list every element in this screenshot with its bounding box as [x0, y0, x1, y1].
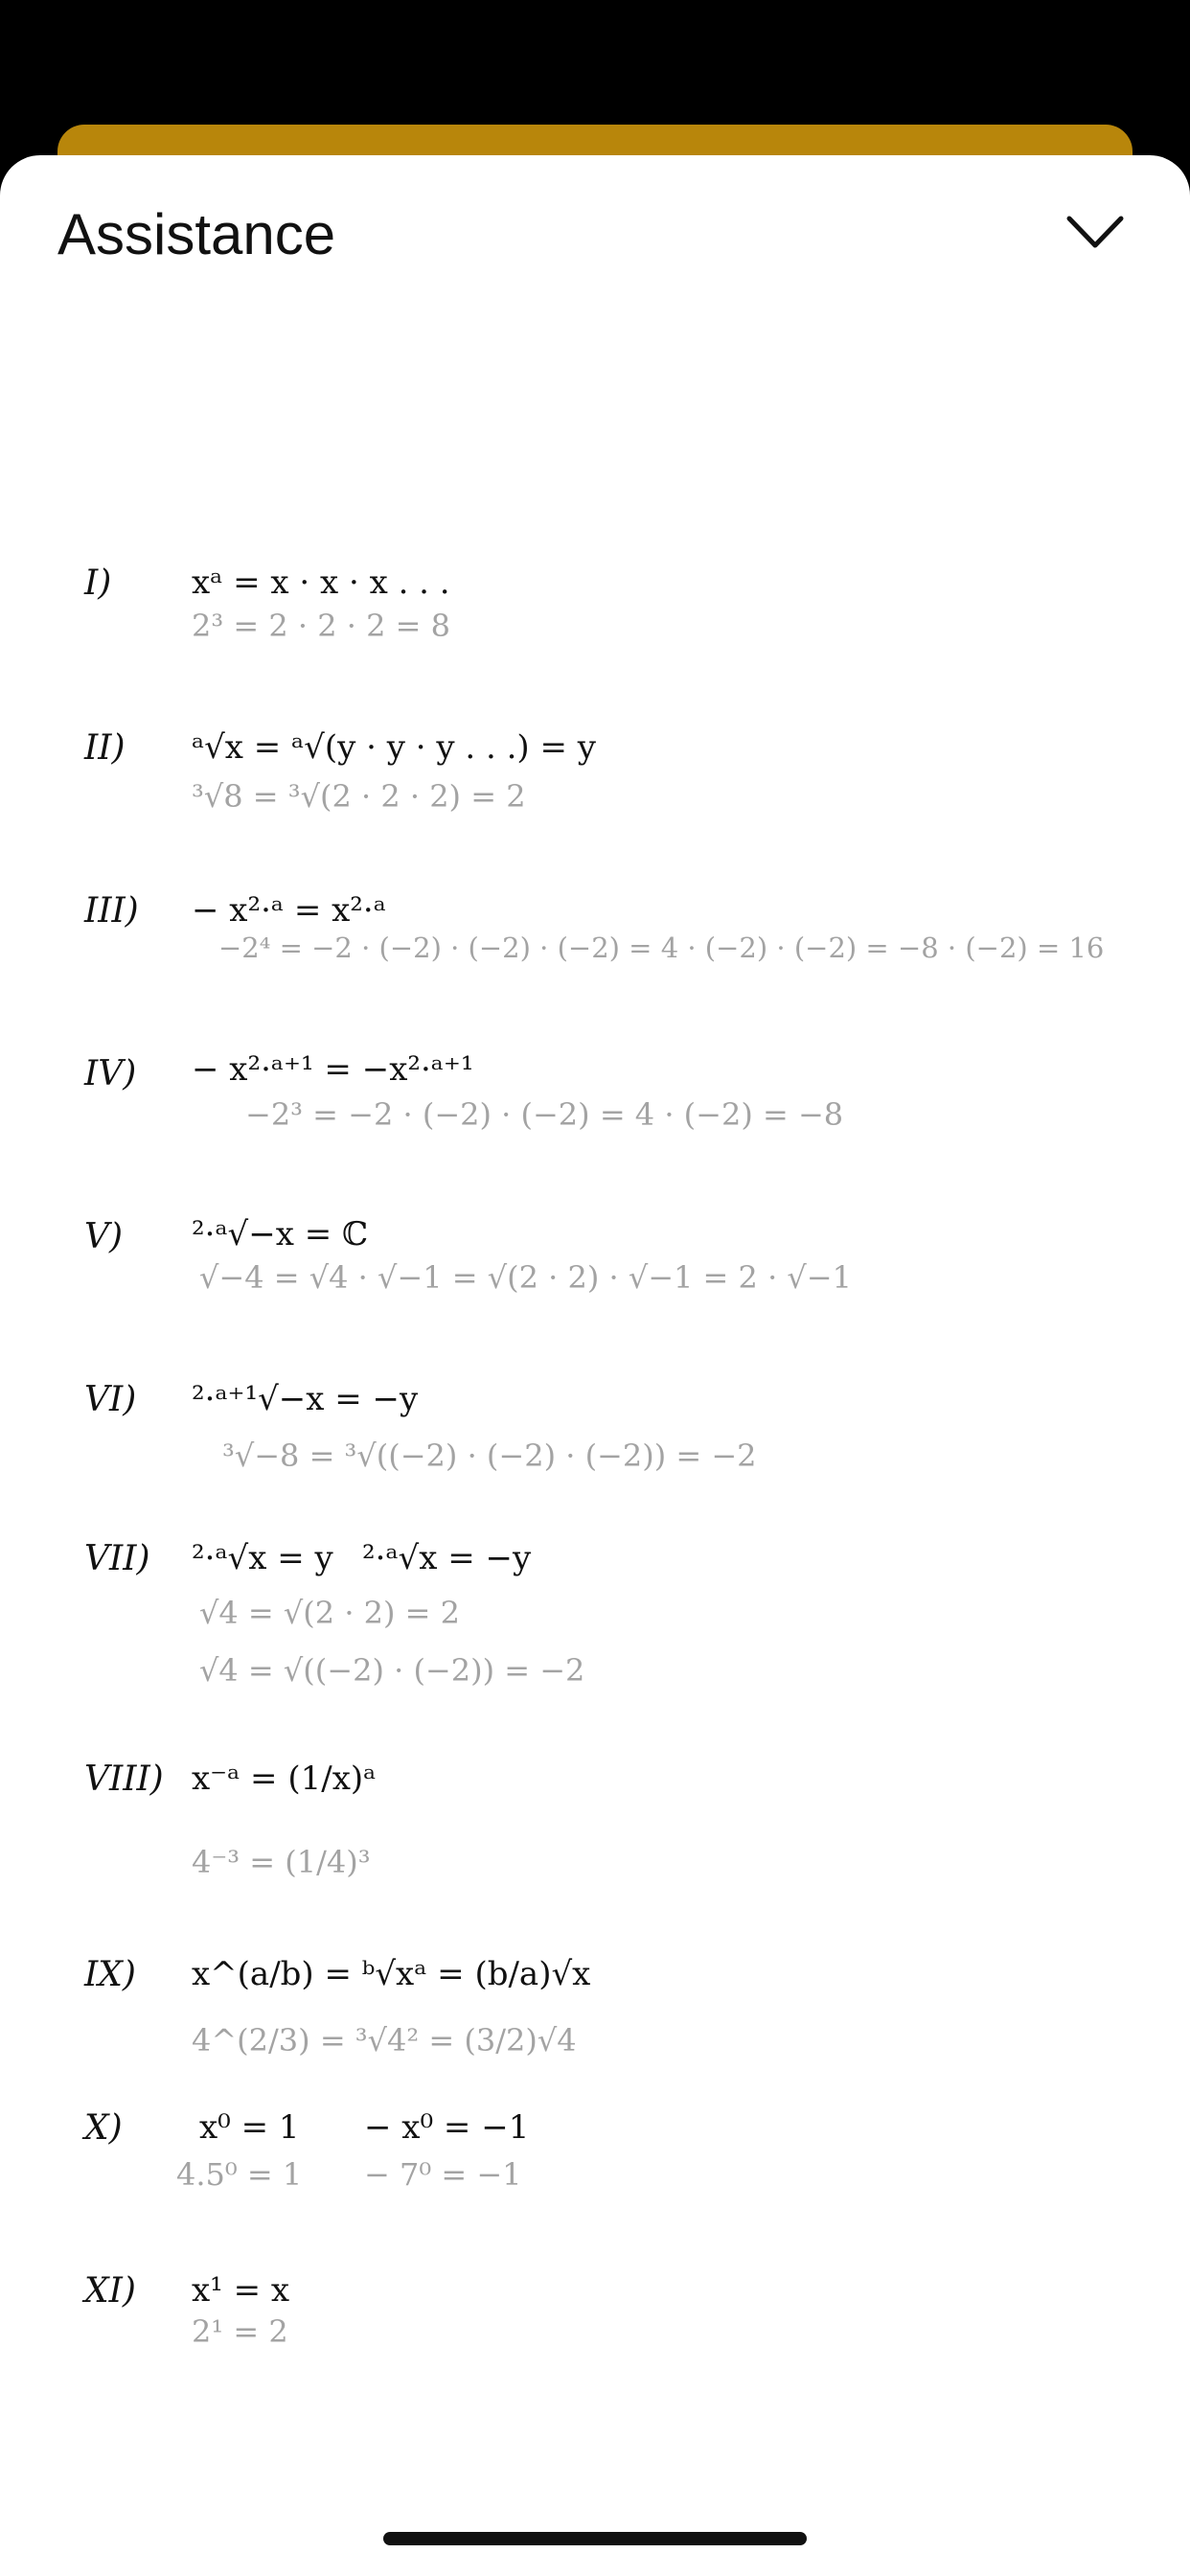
- rule-formula: − x²·ᵃ = x²·ᵃ: [192, 891, 386, 930]
- chevron-down-icon[interactable]: [1065, 213, 1125, 251]
- rule-formula: x⁰ = 1: [199, 2108, 300, 2147]
- rule-example: ³√8 = ³√(2 · 2 · 2) = 2: [192, 778, 526, 815]
- rule-label: I): [84, 564, 112, 603]
- rule-formula-alt: − x⁰ = −1: [364, 2108, 530, 2147]
- rule-example: 2³ = 2 · 2 · 2 = 8: [192, 608, 450, 644]
- rule-label: IV): [84, 1054, 137, 1093]
- sheet-title: Assistance: [57, 202, 336, 266]
- rule-example: ³√−8 = ³√((−2) · (−2) · (−2)) = −2: [222, 1438, 757, 1474]
- rule-formula-alt: ²·ᵃ√x = −y: [362, 1539, 532, 1577]
- rule-formula: ²·ᵃ√x = y: [192, 1539, 333, 1577]
- rule-label: VI): [84, 1380, 137, 1419]
- assistance-sheet: [0, 155, 1190, 2576]
- rule-label: III): [84, 891, 139, 931]
- rule-label: VIII): [84, 1760, 164, 1799]
- rule-example: 4^(2/3) = ³√4² = (3/2)√4: [192, 2022, 577, 2058]
- rule-example: 4.5⁰ = 1: [176, 2156, 303, 2193]
- rule-formula: ᵃ√x = ᵃ√(y · y · y . . .) = y: [192, 728, 596, 767]
- rule-formula: − x²·ᵃ⁺¹ = −x²·ᵃ⁺¹: [192, 1050, 474, 1089]
- rule-example: −2³ = −2 · (−2) · (−2) = 4 · (−2) = −8: [245, 1096, 844, 1133]
- rule-example: 2¹ = 2: [192, 2313, 288, 2350]
- rule-label: II): [84, 728, 126, 768]
- rule-example: −2⁴ = −2 · (−2) · (−2) · (−2) = 4 · (−2) · (−2) = −8 · (−2) = 16: [218, 932, 1105, 964]
- rule-example: √−4 = √4 · √−1 = √(2 · 2) · √−1 = 2 · √−1: [199, 1259, 852, 1296]
- rule-formula: x^(a/b) = ᵇ√xᵃ = (b/a)√x: [192, 1955, 591, 1993]
- rule-formula: x¹ = x: [192, 2271, 290, 2310]
- home-indicator[interactable]: [383, 2532, 807, 2545]
- rule-example-alt: √4 = √((−2) · (−2)) = −2: [199, 1652, 585, 1689]
- rule-example-alt: − 7⁰ = −1: [364, 2156, 522, 2193]
- rule-formula: x⁻ᵃ = (1/x)ᵃ: [192, 1760, 377, 1798]
- rule-formula: ²·ᵃ√−x = ℂ: [192, 1215, 369, 1254]
- rule-example: √4 = √(2 · 2) = 2: [199, 1595, 461, 1631]
- rule-label: XI): [84, 2271, 136, 2311]
- rule-example: 4⁻³ = (1/4)³: [192, 1844, 371, 1880]
- rule-label: X): [84, 2108, 123, 2148]
- rule-formula: xᵃ = x · x · x . . .: [192, 564, 450, 602]
- rule-formula: ²·ᵃ⁺¹√−x = −y: [192, 1380, 419, 1418]
- rule-label: V): [84, 1217, 124, 1256]
- rule-label: IX): [84, 1955, 136, 1994]
- rule-label: VII): [84, 1539, 150, 1578]
